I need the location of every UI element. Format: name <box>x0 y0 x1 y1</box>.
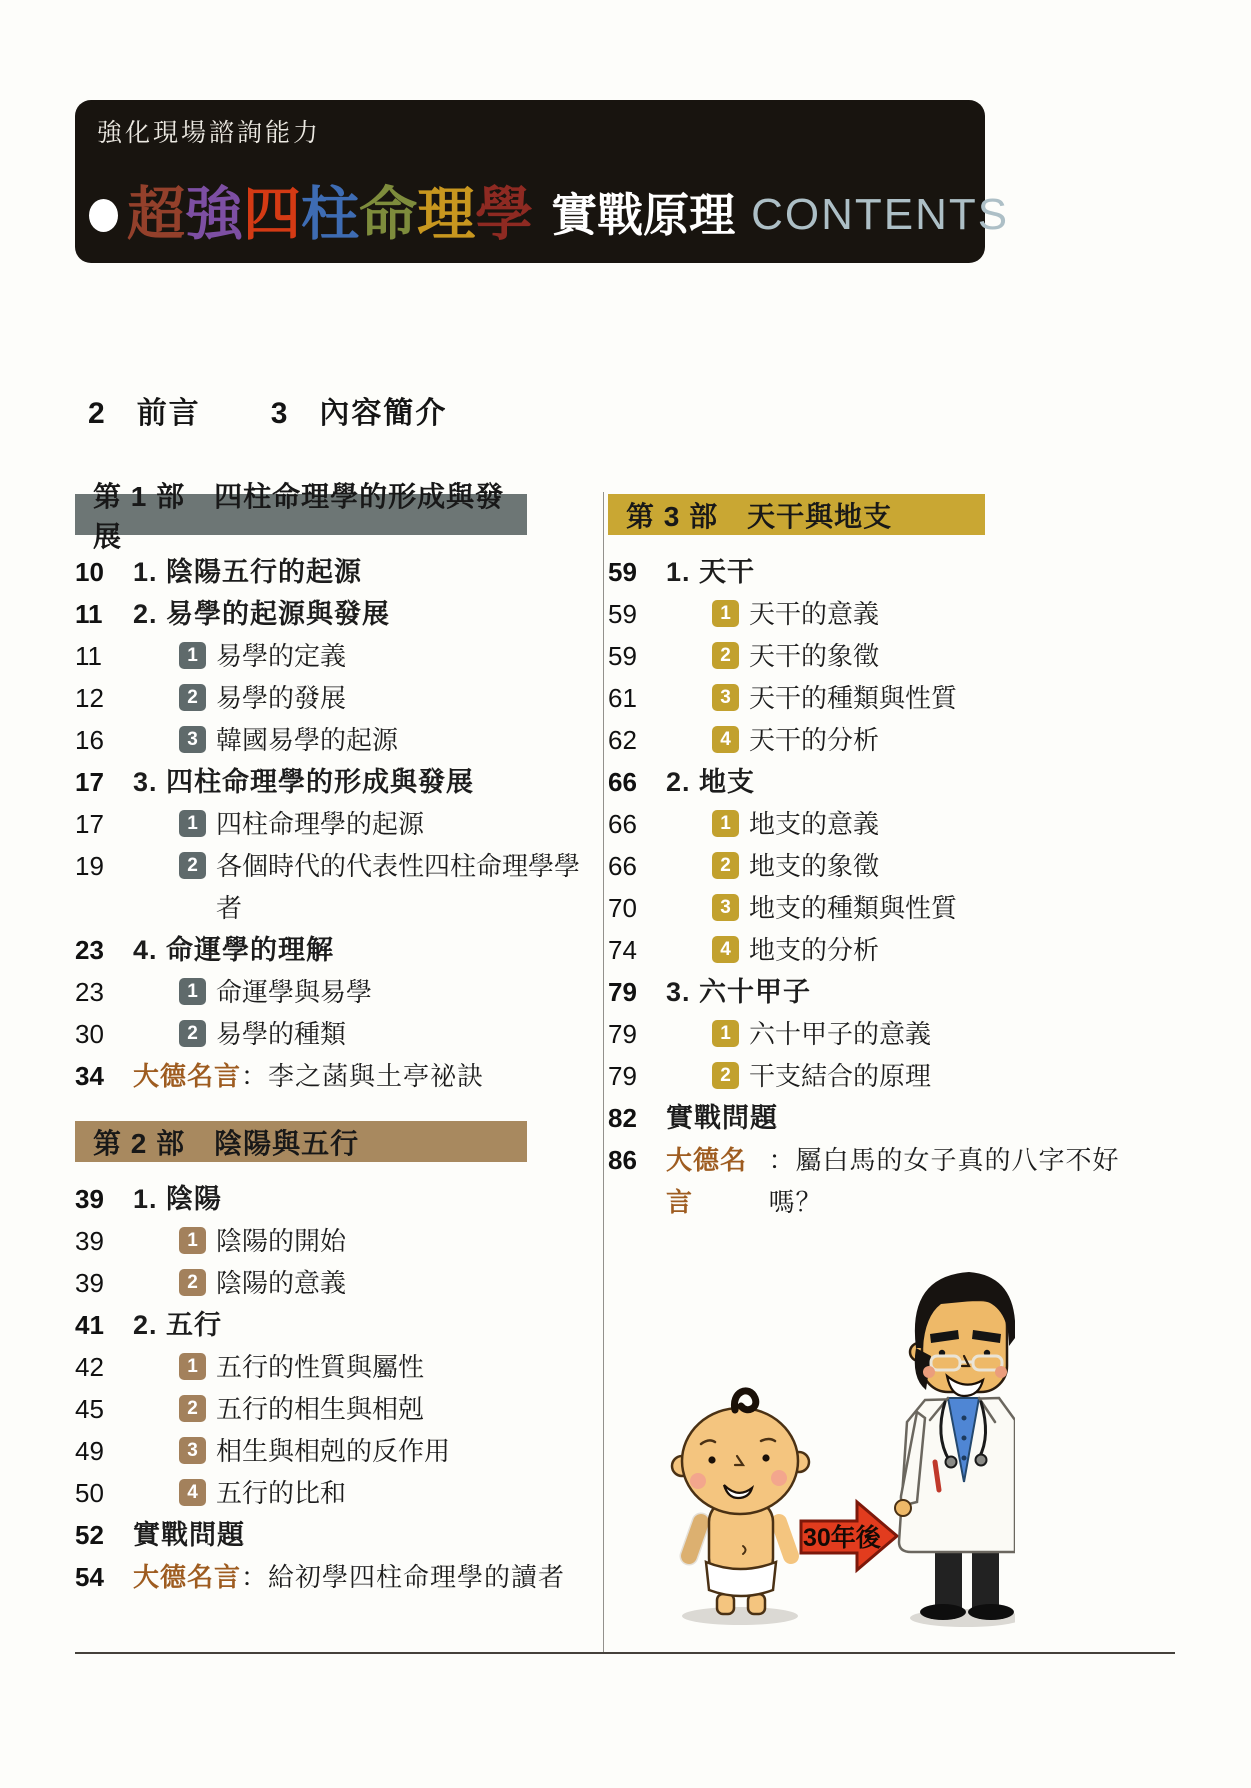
entry-title: 3. 四柱命理學的形成與發展 <box>133 767 475 797</box>
page-number: 17 <box>75 767 104 797</box>
book-subtitle: 實戰原理 <box>551 189 736 241</box>
item-number-badge: 1 <box>712 810 739 837</box>
entry-content <box>133 1013 590 1055</box>
page-number: 50 <box>75 1478 104 1508</box>
page-number: 66 <box>608 851 637 881</box>
entry-title: 六十甲子的意義 <box>749 1019 932 1049</box>
page-number: 66 <box>608 809 637 839</box>
doctor-figure <box>895 1272 1015 1620</box>
entry-title: 1. 天干 <box>666 557 756 587</box>
page-number: 10 <box>75 557 104 587</box>
entry-title: 陰陽的意義 <box>216 1268 347 1298</box>
entry-title: 易學的種類 <box>216 1019 347 1049</box>
toc-entry[interactable] <box>75 677 590 719</box>
page-number: 42 <box>75 1352 104 1382</box>
entry-title: 天干的意義 <box>749 599 880 629</box>
toc-entry[interactable] <box>608 551 1153 593</box>
toc-entry[interactable] <box>75 1430 590 1472</box>
banner-tagline: 強化現場諮詢能力 <box>97 120 322 147</box>
page-number: 66 <box>608 767 637 797</box>
page-number: 59 <box>608 641 637 671</box>
entry-content <box>133 1220 590 1262</box>
item-number-badge: 3 <box>712 894 739 921</box>
entry-content <box>133 1178 590 1220</box>
entry-content <box>133 635 590 677</box>
toc-entry[interactable] <box>608 929 1153 971</box>
page-number: 39 <box>75 1268 104 1298</box>
entry-content <box>666 887 1153 929</box>
entry-title: 各個時代的代表性四柱命理學學者 <box>216 851 581 923</box>
entry-content <box>666 929 1153 971</box>
entry-content <box>666 1139 1153 1223</box>
page-number: 23 <box>75 977 104 1007</box>
entry-content <box>666 761 1153 803</box>
item-number-badge: 3 <box>179 1437 206 1464</box>
toc-entry[interactable] <box>75 635 590 677</box>
toc-entry[interactable] <box>608 719 1153 761</box>
page-number: 70 <box>608 893 637 923</box>
entry-content <box>666 845 1153 887</box>
page-number: 39 <box>75 1226 104 1256</box>
entry-title: ：給初學四柱命理學的讀者 <box>241 1562 566 1592</box>
item-number-badge: 1 <box>179 1353 206 1380</box>
time-arrow <box>801 1502 897 1570</box>
item-number-badge: 1 <box>179 978 206 1005</box>
item-number-badge: 2 <box>179 1020 206 1047</box>
entry-title: 天干的種類與性質 <box>749 683 958 713</box>
quote-prefix: 大德名言 <box>133 1562 242 1592</box>
page-number: 34 <box>75 1061 104 1091</box>
toc-entry[interactable] <box>75 551 590 593</box>
entry-title: 五行的相生與相剋 <box>216 1394 425 1424</box>
quote-prefix: 大德名言 <box>133 1061 242 1091</box>
entry-title: 五行的比和 <box>216 1478 347 1508</box>
entry-title: 2. 易學的起源與發展 <box>133 599 391 629</box>
item-number-badge: 4 <box>179 1479 206 1506</box>
toc-entry[interactable] <box>75 1178 590 1220</box>
page-number: 11 <box>75 641 102 671</box>
entry-title: 相生與相剋的反作用 <box>216 1436 451 1466</box>
title-char: 柱 <box>301 182 360 247</box>
entry-content <box>133 1388 590 1430</box>
entry-title: 1. 陰陽 <box>133 1184 223 1214</box>
toc-entry[interactable] <box>75 719 590 761</box>
entry-content <box>666 803 1153 845</box>
entry-content <box>133 1262 590 1304</box>
entry-content <box>666 1055 1153 1097</box>
entry-content <box>666 677 1153 719</box>
page-number: 49 <box>75 1436 104 1466</box>
section-header-part2: 第 2 部 陰陽與五行 <box>75 1121 527 1162</box>
item-number-badge: 2 <box>712 642 739 669</box>
entry-content <box>133 1472 590 1514</box>
toc-entry[interactable] <box>75 1346 590 1388</box>
page-number: 17 <box>75 809 104 839</box>
entry-title: 實戰問題 <box>666 1103 778 1133</box>
page-number: 30 <box>75 1019 104 1049</box>
page-number: 82 <box>608 1103 637 1133</box>
entry-title: 地支的分析 <box>749 935 880 965</box>
entry-title: 地支的種類與性質 <box>749 893 958 923</box>
entry-title: 實戰問題 <box>133 1520 245 1550</box>
page-number: 79 <box>608 1061 637 1091</box>
entry-content <box>133 677 590 719</box>
page-number: 59 <box>608 557 637 587</box>
entry-content <box>133 593 590 635</box>
page-number: 11 <box>75 599 103 629</box>
entry-title: 天干的分析 <box>749 725 880 755</box>
entry-title: 易學的發展 <box>216 683 347 713</box>
toc-entry[interactable] <box>608 971 1153 1013</box>
page-number: 19 <box>75 851 104 881</box>
page-number: 86 <box>608 1145 637 1175</box>
entry-content <box>666 551 1153 593</box>
entry-title: ：屬白馬的女子真的八字不好嗎？ <box>768 1145 1120 1217</box>
entry-title: 五行的性質與屬性 <box>216 1352 425 1382</box>
front-matter-entry[interactable]: 前言 <box>136 397 201 430</box>
item-number-badge: 1 <box>179 810 206 837</box>
item-number-badge: 2 <box>179 684 206 711</box>
entry-content <box>666 719 1153 761</box>
entry-title: 地支的象徵 <box>749 851 880 881</box>
entry-content <box>133 971 590 1013</box>
page-number: 61 <box>608 683 637 713</box>
page-number: 23 <box>75 935 104 965</box>
contents-label: CONTENTS <box>751 190 1010 239</box>
page-number: 62 <box>608 725 637 755</box>
toc-entry[interactable] <box>75 1055 590 1097</box>
title-char: 強 <box>185 182 244 247</box>
toc-entry[interactable] <box>608 803 1153 845</box>
toc-entry[interactable] <box>608 635 1153 677</box>
entry-content <box>133 551 590 593</box>
page-number: 59 <box>608 599 637 629</box>
entry-content <box>133 1055 590 1097</box>
item-number-badge: 2 <box>179 852 206 879</box>
entry-title: 易學的定義 <box>216 641 347 671</box>
toc-entry[interactable] <box>75 845 590 929</box>
title-char: 四 <box>243 182 302 247</box>
item-number-badge: 2 <box>179 1395 206 1422</box>
entry-content <box>133 929 590 971</box>
item-number-badge: 2 <box>179 1269 206 1296</box>
entry-title: 1. 陰陽五行的起源 <box>133 557 363 587</box>
item-number-badge: 4 <box>712 936 739 963</box>
page-number: 52 <box>75 1520 104 1550</box>
entry-content <box>133 761 590 803</box>
toc-entry[interactable] <box>75 1262 590 1304</box>
title-char: 命 <box>359 182 418 247</box>
entry-content <box>666 1097 1153 1139</box>
page-number: 79 <box>608 1019 637 1049</box>
toc-entry[interactable] <box>608 593 1153 635</box>
header-banner <box>75 100 1010 263</box>
entry-title: 韓國易學的起源 <box>216 725 399 755</box>
toc-entry[interactable] <box>75 1472 590 1514</box>
banner-title-row <box>89 182 1010 247</box>
item-number-badge: 2 <box>712 1062 739 1089</box>
toc-entry[interactable] <box>608 677 1153 719</box>
entry-title: 地支的意義 <box>749 809 880 839</box>
toc-section-part3 <box>608 494 1153 1223</box>
page-number: 16 <box>75 725 104 755</box>
entry-content <box>666 593 1153 635</box>
toc-entry[interactable] <box>75 1220 590 1262</box>
toc-section-part2 <box>75 1121 590 1598</box>
entry-content <box>133 1514 590 1556</box>
toc-entry[interactable] <box>75 1514 590 1556</box>
entry-title: 天干的象徵 <box>749 641 880 671</box>
toc-entry[interactable] <box>608 887 1153 929</box>
page-number: 39 <box>75 1184 104 1214</box>
page-number: 54 <box>75 1562 104 1592</box>
toc-entry[interactable] <box>75 971 590 1013</box>
book-title <box>127 182 534 247</box>
entry-title: 干支結合的原理 <box>749 1061 932 1091</box>
title-char: 理 <box>417 182 476 247</box>
entry-content <box>133 803 590 845</box>
section-header-part3: 第 3 部 天干與地支 <box>608 494 985 535</box>
entry-title: 4. 命運學的理解 <box>133 935 335 965</box>
entry-title: 3. 六十甲子 <box>666 977 812 1007</box>
toc-entry[interactable] <box>608 1055 1153 1097</box>
page-number: 41 <box>75 1310 104 1340</box>
entry-title: 四柱命理學的起源 <box>216 809 425 839</box>
item-number-badge: 1 <box>179 642 206 669</box>
item-number-badge: 1 <box>712 600 739 627</box>
entry-content <box>133 845 590 929</box>
toc-entry[interactable] <box>608 845 1153 887</box>
section-header-part1: 第 1 部 四柱命理學的形成與發展 <box>75 494 527 535</box>
toc-entry[interactable] <box>75 1013 590 1055</box>
toc-entry[interactable] <box>75 929 590 971</box>
baby-shadow <box>682 1607 798 1625</box>
entry-content <box>666 1013 1153 1055</box>
entry-content <box>133 1430 590 1472</box>
entry-title: 命運學與易學 <box>216 977 373 1007</box>
entry-content <box>133 1556 590 1598</box>
front-matter-row <box>88 388 447 432</box>
entry-content <box>133 719 590 761</box>
page-number: 79 <box>608 977 637 1007</box>
entry-title: ：李之菡與土亭祕訣 <box>241 1061 485 1091</box>
toc-entry[interactable] <box>75 1304 590 1346</box>
toc-entry[interactable] <box>608 1139 1153 1223</box>
entry-content <box>133 1304 590 1346</box>
entry-content <box>666 971 1153 1013</box>
title-char: 學 <box>475 182 534 247</box>
toc-entry[interactable] <box>75 593 590 635</box>
toc-column-left <box>75 480 590 1598</box>
item-number-badge: 2 <box>712 852 739 879</box>
toc-entry[interactable] <box>75 803 590 845</box>
item-number-badge: 1 <box>712 1020 739 1047</box>
page-number: 12 <box>75 683 104 713</box>
entry-title: 2. 地支 <box>666 767 756 797</box>
bullet-dot-icon <box>89 199 118 232</box>
page-number: 2 <box>88 397 105 430</box>
page-number: 3 <box>270 397 288 430</box>
entry-content <box>666 635 1153 677</box>
page-number: 74 <box>608 935 637 965</box>
item-number-badge: 3 <box>712 684 739 711</box>
item-number-badge: 3 <box>179 726 206 753</box>
quote-prefix: 大德名言 <box>666 1145 748 1217</box>
page-number: 45 <box>75 1394 104 1424</box>
baby-figure <box>672 1391 809 1614</box>
toc-column-right <box>608 494 1153 1223</box>
toc-entry[interactable] <box>608 761 1153 803</box>
toc-entry[interactable] <box>75 761 590 803</box>
toc-entry[interactable] <box>75 1556 590 1598</box>
toc-entry[interactable] <box>608 1013 1153 1055</box>
item-number-badge: 1 <box>179 1227 206 1254</box>
toc-entry[interactable] <box>608 1097 1153 1139</box>
entry-title: 2. 五行 <box>133 1310 223 1340</box>
time-arrow-label: 30年後 <box>803 1524 881 1552</box>
cartoon-illustration <box>585 1250 1015 1660</box>
title-char: 超 <box>127 182 186 247</box>
entry-content <box>133 1346 590 1388</box>
front-matter-entry[interactable]: 內容簡介 <box>319 397 448 430</box>
entry-title: 陰陽的開始 <box>216 1226 347 1256</box>
toc-entry[interactable] <box>75 1388 590 1430</box>
toc-section-part1 <box>75 480 590 1097</box>
item-number-badge: 4 <box>712 726 739 753</box>
